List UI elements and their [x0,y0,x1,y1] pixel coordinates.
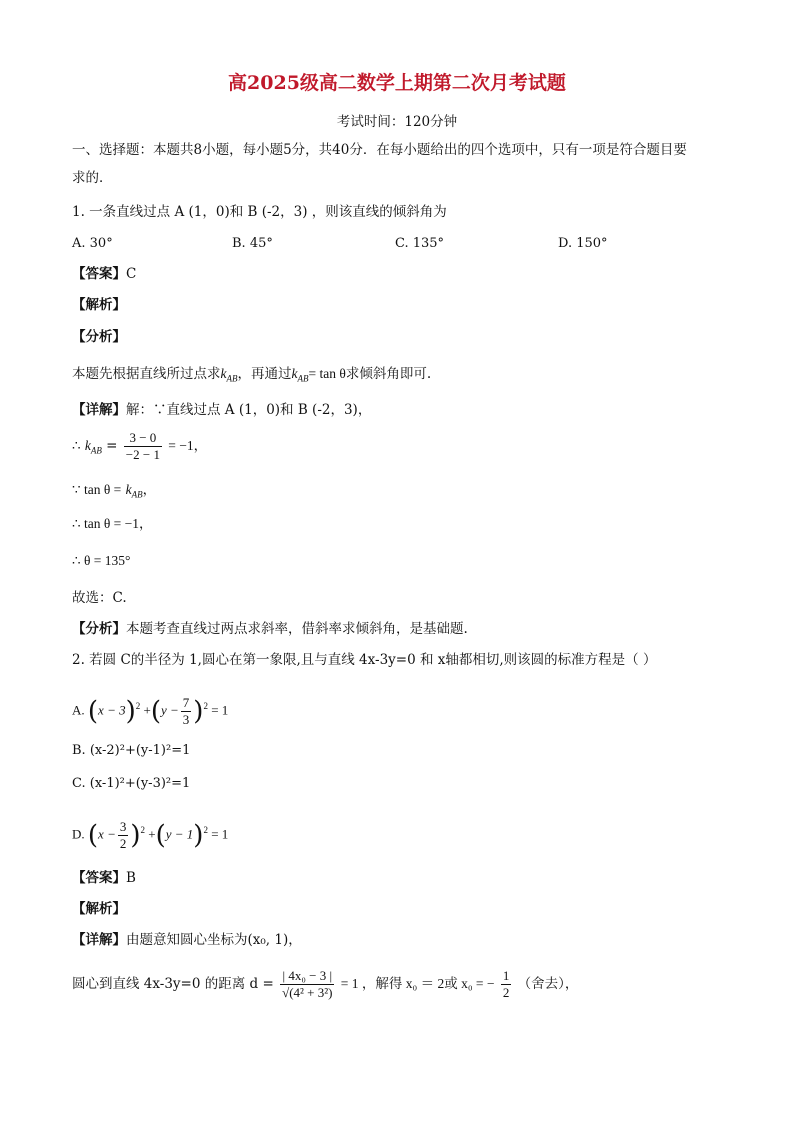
answer-value-2: B [126,870,136,886]
option-d-left: x − [98,826,116,842]
exam-time: 考试时间：120分钟 [336,114,458,130]
distance-text-a: 圆心到直线 4x-3y=0 的距离 d = [72,976,274,992]
option-d-den: 2 [119,835,127,851]
section-heading-line1: 一、选择题：本题共8小题，每小题5分，共40分．在每小题给出的四个选项中，只有一项是符合题目要 [72,142,687,158]
detail-tag-2: 【详解】 [72,932,126,948]
option-d-right: = 1 [211,826,229,842]
slope-fraction [124,430,162,463]
q1-detail [72,400,371,420]
tan-eq: = tan θ [308,366,346,381]
option-d-fraction [118,819,129,852]
half-num: 1 [502,968,510,983]
half-den: 2 [502,985,510,1000]
option-a-mid: y − [161,702,179,718]
q1-option-c: C. 135° [395,236,445,251]
k-symbol-2: k [291,366,298,381]
answer-tag-2: 【答案】 [72,870,126,886]
summary-tag: 【分析】 [72,621,126,637]
ab-subscript: AB [226,373,238,384]
because-tan: ∵ tan θ = [72,482,122,497]
distance-text-b: = 1 ，解得 x₀ ＝ 2或 x₀ = − [340,976,495,991]
step1-result: = −1， [168,438,208,453]
half-fraction [501,968,512,1001]
analysis-text-c: 求倾斜角即可. [345,366,432,382]
q2-option-a: A. $(x - 3)^2 +(y$ − $\frac{7}{3}$ )$^2$ = 1 [72,694,229,727]
option-a-right: = 1 [211,702,229,718]
q1-analysis [72,364,431,389]
step2-comma: ， [142,482,157,498]
q1-step4: ∴ θ = 135° [72,553,131,568]
fraction-denominator: −2 − 1 [125,447,160,462]
distance-text-c: （舍去）， [517,976,579,992]
q2-stem: 2. 若圆 C的半径为 1,圆心在第一象限,且与直线 4x-3y=0 和 x轴都相切,则该圆的标准方程是（ ） [72,652,657,668]
section-heading-line2: 求的． [72,170,113,186]
k-symbol-4: k [125,482,132,497]
q1-summary [72,619,468,639]
option-d-mid: y − 1 [165,826,194,842]
q2-option-c: C. (x-1)²+(y-3)²=1 [72,776,191,791]
option-a-num: 7 [182,694,190,710]
q2-distance [72,962,578,1006]
q1-choose: 故选：C. [72,590,127,606]
q1-step2 [72,480,156,505]
option-a-label: A. [72,702,85,718]
option-a-fraction [181,695,192,728]
option-a-left: x − 3 [98,702,126,718]
distance-fraction [280,968,334,1001]
q1-option-b: B. 45° [232,236,273,251]
analysis-text-a: 本题先根据直线所过点求 [72,366,221,382]
detail-tag: 【详解】 [72,402,126,418]
q1-answer [72,264,136,284]
answer-tag: 【答案】 [72,266,126,282]
document-title: 高2025级高二数学上期第二次月考试题 [228,72,566,94]
answer-value: C [126,266,137,282]
option-d-label: D. [72,826,85,842]
k-symbol: k [220,366,227,381]
q2-option-b: B. (x-2)²+(y-1)²=1 [72,743,191,758]
detail-text-2: 由题意知圆心坐标为(x₀, 1)， [126,932,302,948]
detail-text: 解：∵直线过点 A (1，0)和 B (-2，3)， [126,402,372,418]
q1-option-a: A. 30° [72,236,113,251]
q1-step3: ∴ tan θ = −1， [72,516,153,531]
q2-option-d: D. (x − $\frac{3}{2}$ )$^2 +(y - 1)^2 = 1$ [72,818,229,851]
k-symbol-3: k [84,438,91,453]
q1-stem: 1. 一条直线过点 A (1，0)和 B (-2，3) ，则该直线的倾斜角为 [72,204,447,220]
ab-subscript-4: AB [131,489,143,500]
q1-fenxi-tag: 【分析】 [72,329,126,345]
distance-den: √(4² + 3²) [282,985,333,1000]
analysis-text-b: ，再通过 [237,366,292,382]
fraction-numerator: 3 − 0 [129,430,157,445]
q1-jiexi-tag: 【解析】 [72,297,126,313]
distance-num: | 4x₀ − 3 | [282,968,333,983]
q2-answer [72,868,136,888]
ab-subscript-2: AB [297,373,309,384]
q1-option-d: D. 150° [558,236,608,251]
option-a-den: 3 [182,711,190,727]
summary-text: 本题考查直线过两点求斜率，借斜率求倾斜角，是基础题. [126,621,468,637]
option-d-num: 3 [119,818,127,834]
therefore-symbol: ∴ [72,438,81,454]
q1-step1: ∴ $k_{AB}$ = $\frac{3 - 0}{-2 - 1}$ = −1， [72,430,208,462]
q2-jiexi-tag: 【解析】 [72,901,126,917]
q2-detail [72,930,302,950]
ab-subscript-3: AB [90,445,102,456]
